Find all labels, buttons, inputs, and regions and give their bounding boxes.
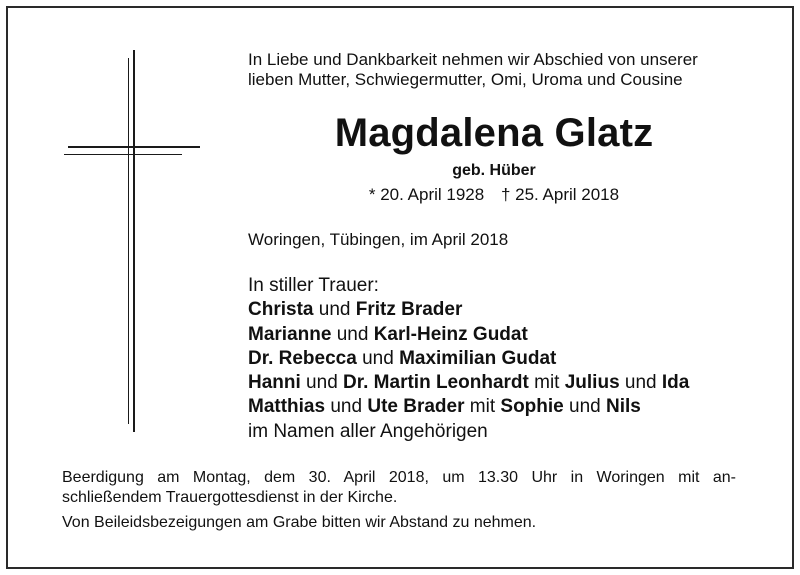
funeral-line-2: schließendem Trauergottesdienst in der Kirche. xyxy=(62,489,398,506)
life-dates xyxy=(248,185,740,205)
mourner-part: und xyxy=(619,372,662,394)
place-and-date: Woringen, Tübingen, im April 2018 xyxy=(248,230,509,249)
cross-vertical-line xyxy=(128,58,129,424)
mourner-part: Ute Brader xyxy=(367,396,465,418)
cross-vertical-bar xyxy=(133,50,135,432)
mourner-part: und xyxy=(313,299,356,321)
mourner-part: Nils xyxy=(606,396,641,418)
intro-text xyxy=(248,50,698,90)
deceased-name: Magdalena Glatz xyxy=(334,111,654,155)
mourner-part: und xyxy=(300,372,344,394)
mourner-part: Fritz Brader xyxy=(355,299,463,321)
cross-horizontal-line xyxy=(64,154,182,155)
intro-line-1: In Liebe und Dankbarkeit nehmen wir Abschied von unserer xyxy=(248,50,698,69)
mourner-part: und xyxy=(325,396,368,418)
mourner-part: und xyxy=(356,347,400,369)
mourner-part: Maximilian Gudat xyxy=(399,347,557,369)
mourner-part: Matthias xyxy=(248,396,326,418)
mourners-heading: In stiller Trauer: xyxy=(248,275,379,296)
funeral-line-1: Beerdigung am Montag, dem 30. April 2018, um 13.30 Uhr in Woringen mit an- xyxy=(62,469,736,486)
funeral-info xyxy=(62,468,736,508)
mourner-part: Karl-Heinz Gudat xyxy=(373,323,528,345)
mourner-row xyxy=(248,371,689,395)
birth-date: * 20. April 1928 xyxy=(368,185,485,204)
maiden-name: geb. Hüber xyxy=(452,162,536,179)
mourner-part: Hanni xyxy=(248,372,301,394)
mourners-closing: im Namen aller Angehörigen xyxy=(248,420,488,442)
mourner-part: mit xyxy=(464,396,501,418)
mourner-row xyxy=(248,347,689,371)
mourner-part: Marianne xyxy=(248,323,332,345)
mourner-row xyxy=(248,395,689,419)
condolence-note: Von Beileidsbezeigungen am Grabe bitten wir Abstand zu nehmen. xyxy=(62,514,537,531)
mourner-part: Christa xyxy=(248,299,314,321)
mourner-part: Dr. Martin Leonhardt xyxy=(343,372,529,394)
mourner-row xyxy=(248,323,689,347)
mourner-part: und xyxy=(563,396,606,418)
mourner-part: mit xyxy=(528,372,565,394)
mourners-list xyxy=(248,274,689,444)
cross-horizontal-bar xyxy=(68,146,200,148)
intro-line-2: lieben Mutter, Schwiegermutter, Omi, Uroma und Cousine xyxy=(248,70,683,89)
death-date: † 25. April 2018 xyxy=(500,185,620,204)
mourner-part: Dr. Rebecca xyxy=(248,347,357,369)
mourner-part: Ida xyxy=(661,372,690,394)
mourner-part: Julius xyxy=(564,372,620,394)
mourner-part: Sophie xyxy=(500,396,564,418)
mourner-part: und xyxy=(331,323,374,345)
mourner-row xyxy=(248,298,689,322)
